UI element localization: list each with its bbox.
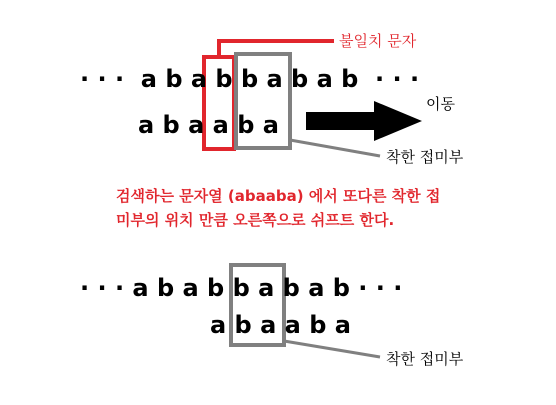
pattern-row-top: a b a a b a: [138, 111, 279, 139]
good-suffix-label-bottom: 착한 접미부: [386, 350, 464, 368]
text-row-bottom: · · · a b a b b a b a b · · ·: [80, 274, 403, 302]
shift-arrow: [306, 101, 422, 141]
good-suffix-connector-bottom: [284, 341, 380, 357]
good-suffix-label-top: 착한 접미부: [386, 148, 464, 166]
mismatch-label: 불일치 문자: [339, 32, 417, 50]
text-row-top: · · · a b a b b a b a b · · ·: [80, 65, 420, 93]
caption-line-1: 검색하는 문자열 (abaaba) 에서 또다른 착한 접: [116, 187, 441, 205]
caption-line-2: 미부의 위치 만큼 오른쪽으로 쉬프트 한다.: [116, 211, 395, 229]
move-label: 이동: [426, 95, 455, 113]
good-suffix-connector-top: [290, 140, 380, 156]
pattern-row-bottom: a b a a b a: [210, 311, 351, 339]
explanation-caption: [116, 184, 536, 232]
